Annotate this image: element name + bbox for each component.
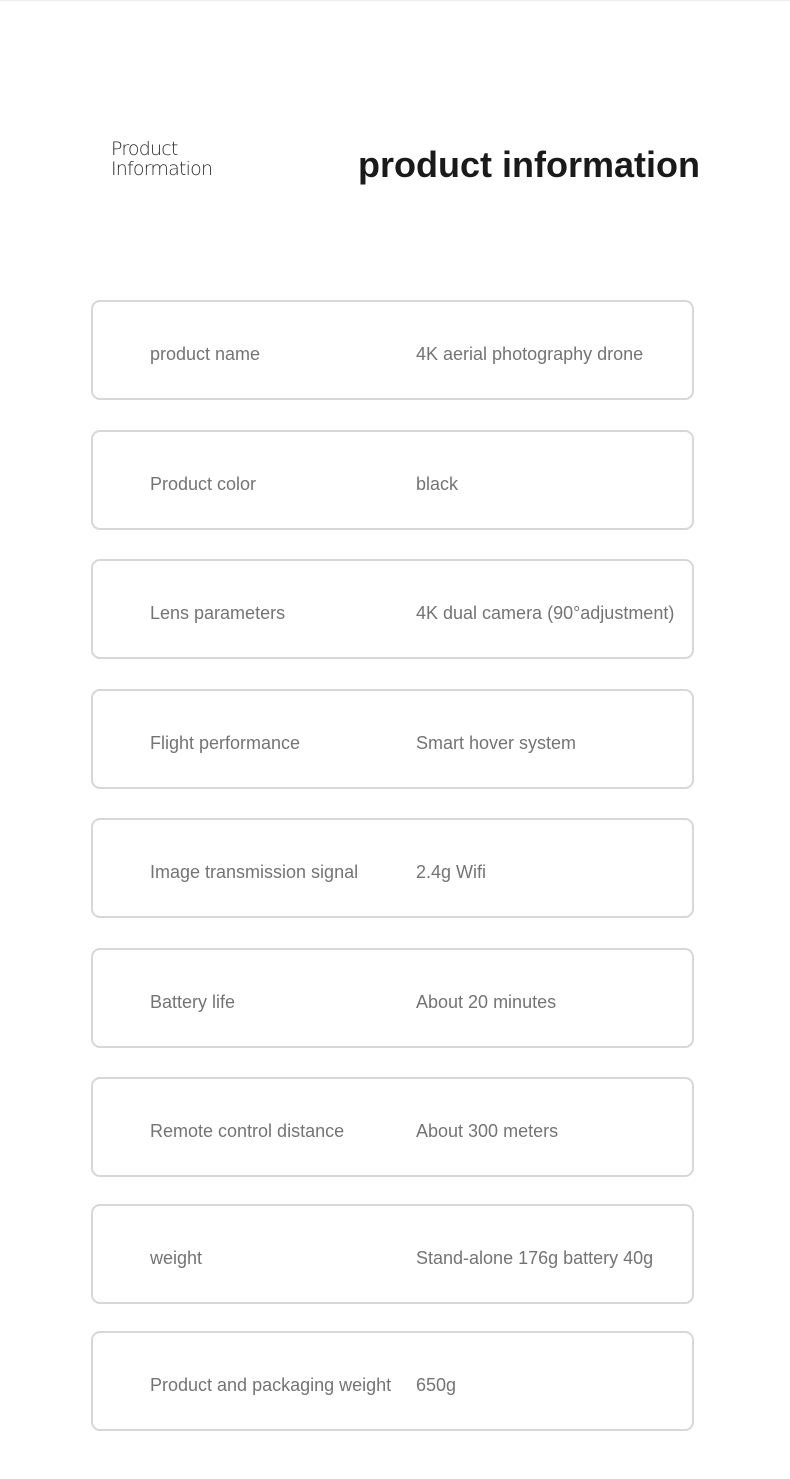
spec-row-weight (91, 1204, 694, 1304)
spec-label: Lens parameters (150, 602, 286, 623)
spec-label: Image transmission signal (150, 861, 359, 882)
spec-row-battery-life (91, 948, 694, 1048)
subtitle-line-1: Product (111, 138, 178, 160)
spec-value: 650g (416, 1374, 457, 1395)
spec-value: Stand-alone 176g battery 40g (416, 1247, 654, 1268)
spec-value: 4K dual camera (90°adjustment) (416, 602, 675, 623)
spec-row-flight-performance (91, 689, 694, 789)
spec-row-image-transmission (91, 818, 694, 918)
spec-label: Product color (150, 473, 257, 494)
spec-label: Battery life (150, 991, 236, 1012)
spec-value: About 300 meters (416, 1120, 559, 1141)
spec-label: product name (150, 343, 261, 364)
spec-row-remote-distance (91, 1077, 694, 1177)
spec-value: 2.4g Wifi (416, 861, 487, 882)
spec-value: Smart hover system (416, 732, 577, 753)
subtitle-line-2: Information (111, 158, 213, 180)
spec-value: 4K aerial photography drone (416, 343, 644, 364)
spec-row-lens-parameters (91, 559, 694, 659)
spec-row-packaging-weight (91, 1331, 694, 1431)
section-subtitle (111, 139, 212, 179)
top-divider (0, 0, 790, 1)
spec-label: weight (150, 1247, 203, 1268)
page-title: product information (358, 144, 700, 185)
spec-label: Flight performance (150, 732, 301, 753)
spec-value: About 20 minutes (416, 991, 557, 1012)
spec-row-product-name (91, 300, 694, 400)
spec-row-product-color (91, 430, 694, 530)
spec-value: black (416, 473, 459, 494)
spec-label: Product and packaging weight (150, 1374, 392, 1395)
spec-label: Remote control distance (150, 1120, 345, 1141)
